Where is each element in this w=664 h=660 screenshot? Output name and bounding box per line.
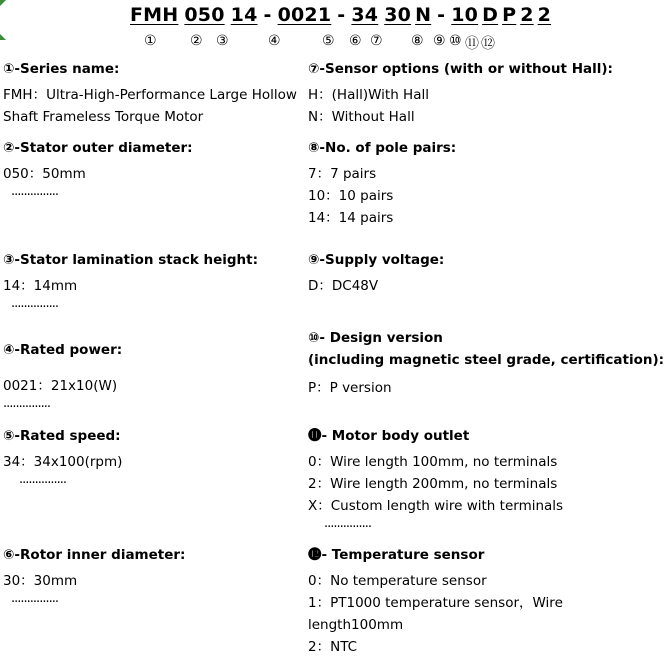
marker-9: ⑨ [433,33,446,49]
section-line: length100mm [308,617,404,633]
code-rated-speed: 34 [351,4,379,26]
section-line: 30：30mm [3,573,78,589]
section-motor-body-outlet [308,425,623,531]
code-temp-sensor: 2 [537,4,552,26]
marker-10: ⑩ [449,33,462,49]
continuation-dots: ............... [11,184,58,199]
code-dash: - [437,4,446,26]
marker-12: ⑫ [481,36,495,52]
section-line: 050：50mm [3,166,86,182]
code-voltage: D [482,4,499,26]
section-rotor-inner-diameter [3,544,303,606]
section-line: X：Custom length wire with terminals [308,498,564,514]
continuation-dots: ............... [324,516,371,531]
marker-1: ① [144,33,157,49]
marker-3: ③ [216,33,229,49]
section-line: 34：34x100(rpm) [3,454,123,470]
code-stack-height: 14 [230,4,258,26]
section-line: N：Without Hall [308,109,415,125]
section-title: ①-Series name: [3,61,120,77]
code-pole-pairs: 10 [451,4,479,26]
marker-2: ② [190,33,203,49]
section-supply-voltage [308,249,623,297]
section-title: ⓫- Motor body outlet [308,428,470,444]
marker-6: ⑥ [349,33,362,49]
code-position-markers [0,33,623,53]
section-title: ②-Stator outer diameter: [3,140,193,156]
section-temperature-sensor [308,544,623,658]
continuation-dots: ............... [3,396,50,411]
continuation-dots: ............... [19,472,66,487]
section-line: 10：10 pairs [308,188,394,204]
section-series-name [3,58,303,128]
marker-11: ⑪ [465,36,479,52]
section-design-version [308,327,664,399]
section-title: ③-Stator lamination stack height: [3,252,259,268]
code-rated-power: 0021 [277,4,332,26]
code-stator-diameter: 050 [184,4,225,26]
marker-5: ⑤ [322,33,335,49]
section-line: 0021：21x10(W) [3,378,118,394]
section-sensor-options [308,58,623,128]
section-line: D：DC48V [308,278,379,294]
code-design-version: P [502,4,517,26]
section-title: ⑤-Rated speed: [3,428,121,444]
section-title: ⑩- Design version [308,330,443,346]
code-rotor-diameter: 30 [384,4,412,26]
marker-7: ⑦ [370,33,383,49]
section-title: ④-Rated power: [3,342,123,358]
section-line: 0：No temperature sensor [308,573,487,589]
section-rated-power [3,339,303,411]
marker-8: ⑧ [411,33,424,49]
section-stack-height [3,249,303,311]
section-line: 1：PT1000 temperature sensor，Wire [308,595,563,611]
code-dash: - [337,4,346,26]
section-line: H：(Hall)With Hall [308,87,429,103]
continuation-dots: ............... [11,591,58,606]
section-line: 7：7 pairs [308,166,377,182]
continuation-dots: ............... [11,296,58,311]
section-line: 2：NTC [308,639,358,655]
corner-marker-top [0,0,6,6]
section-line: FMH：Ultra-High-Performance Large Hollow [3,87,297,103]
section-line: 14：14mm [3,278,78,294]
code-series: FMH [130,4,179,26]
code-dash: - [263,4,272,26]
section-line: 0：Wire length 100mm, no terminals [308,454,558,470]
section-line: 14：14 pairs [308,210,394,226]
section-title: ⑥-Rotor inner diameter: [3,547,186,563]
section-title: ⑨-Supply voltage: [308,252,445,268]
section-pole-pairs [308,137,623,229]
code-outlet: 2 [520,4,534,26]
marker-4: ④ [268,33,281,49]
section-line: 2：Wire length 200mm, no terminals [308,476,558,492]
section-subtitle: (including magnetic steel grade, certification): [308,352,664,368]
section-line: Shaft Frameless Torque Motor [3,109,204,125]
section-rated-speed [3,425,303,487]
section-title: ⑧-No. of pole pairs: [308,140,457,156]
section-stator-outer-diameter [3,137,303,199]
code-sensor: N [415,4,432,26]
section-title: ⑦-Sensor options (with or without Hall): [308,61,613,77]
section-title: ⓬- Temperature sensor [308,547,485,563]
section-line: P：P version [308,380,392,396]
model-code [130,4,551,28]
